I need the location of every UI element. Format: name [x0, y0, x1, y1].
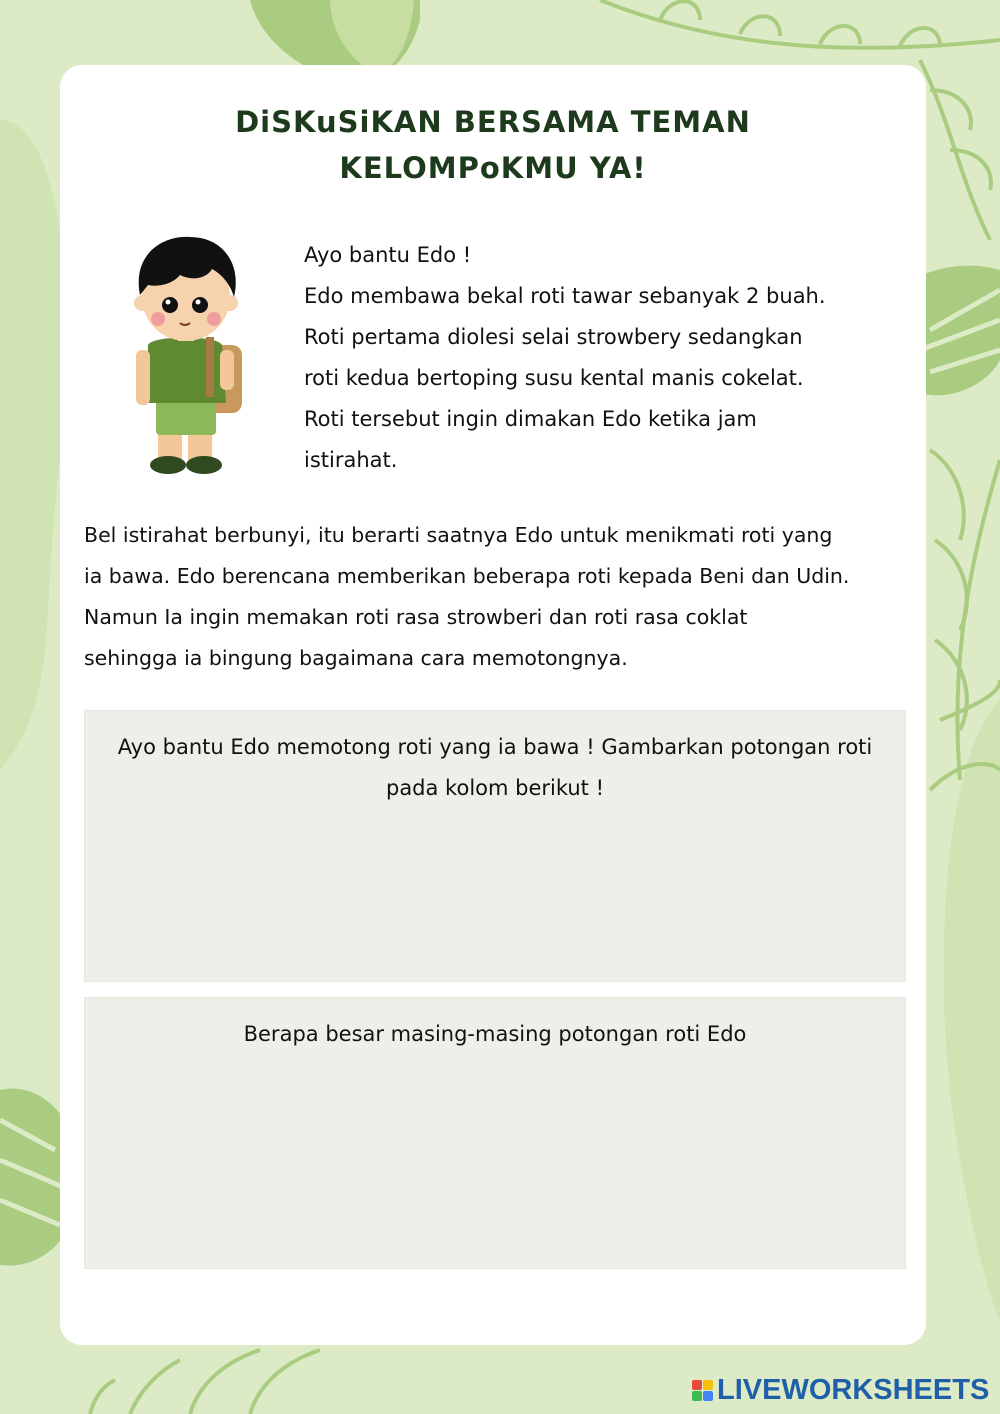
- story-line: istirahat.: [304, 448, 398, 472]
- paragraph-line: Namun Ia ingin memakan roti rasa strowberi dan roti rasa coklat: [84, 605, 748, 629]
- paragraph-line: Bel istirahat berbunyi, itu berarti saatnya Edo untuk menikmati roti yang: [84, 523, 833, 547]
- logo-square-red: [692, 1380, 702, 1390]
- size-answer-box: [84, 997, 906, 1269]
- story-line: Roti pertama diolesi selai strowbery sedangkan: [304, 325, 803, 349]
- logo-square-green: [692, 1391, 702, 1401]
- size-prompt: [85, 1014, 905, 1055]
- size-prompt-line-1: Berapa besar masing-masing potongan roti Edo: [243, 1022, 747, 1046]
- drawing-answer-box: [84, 710, 906, 982]
- story-line: Ayo bantu Edo !: [304, 243, 472, 267]
- liveworksheets-logo: [692, 1373, 990, 1406]
- problem-paragraph: [84, 515, 914, 679]
- drawing-prompt-line-2: pada kolom berikut !: [385, 776, 605, 800]
- boy-illustration: [122, 225, 252, 485]
- page-title-line-1: DiSKuSiKAN BERSAMA TEMAN: [235, 105, 751, 139]
- page-title-line-2: KELOMPoKMU YA!: [339, 151, 647, 185]
- story-line: Edo membawa bekal roti tawar sebanyak 2 buah.: [304, 284, 826, 308]
- story-line: roti kedua bertoping susu kental manis cokelat.: [304, 366, 804, 390]
- drawing-area[interactable]: [99, 817, 891, 967]
- logo-square-blue: [703, 1391, 713, 1401]
- worksheet-card: [60, 65, 926, 1345]
- liveworksheets-logo-icon: [692, 1380, 713, 1401]
- size-answer-area[interactable]: [99, 1104, 891, 1254]
- paragraph-line: ia bawa. Edo berencana memberikan beberapa roti kepada Beni dan Udin.: [84, 564, 850, 588]
- logo-text: LIVEWORKSHEETS: [717, 1373, 990, 1406]
- paragraph-line: sehingga ia bingung bagaimana cara memotongnya.: [84, 646, 628, 670]
- drawing-prompt-line-1: Ayo bantu Edo memotong roti yang ia bawa ! Gambarkan potongan roti: [117, 735, 873, 759]
- story-text: [304, 235, 904, 481]
- story-line: Roti tersebut ingin dimakan Edo ketika jam: [304, 407, 757, 431]
- drawing-prompt: [85, 727, 905, 809]
- logo-square-yellow: [703, 1380, 713, 1390]
